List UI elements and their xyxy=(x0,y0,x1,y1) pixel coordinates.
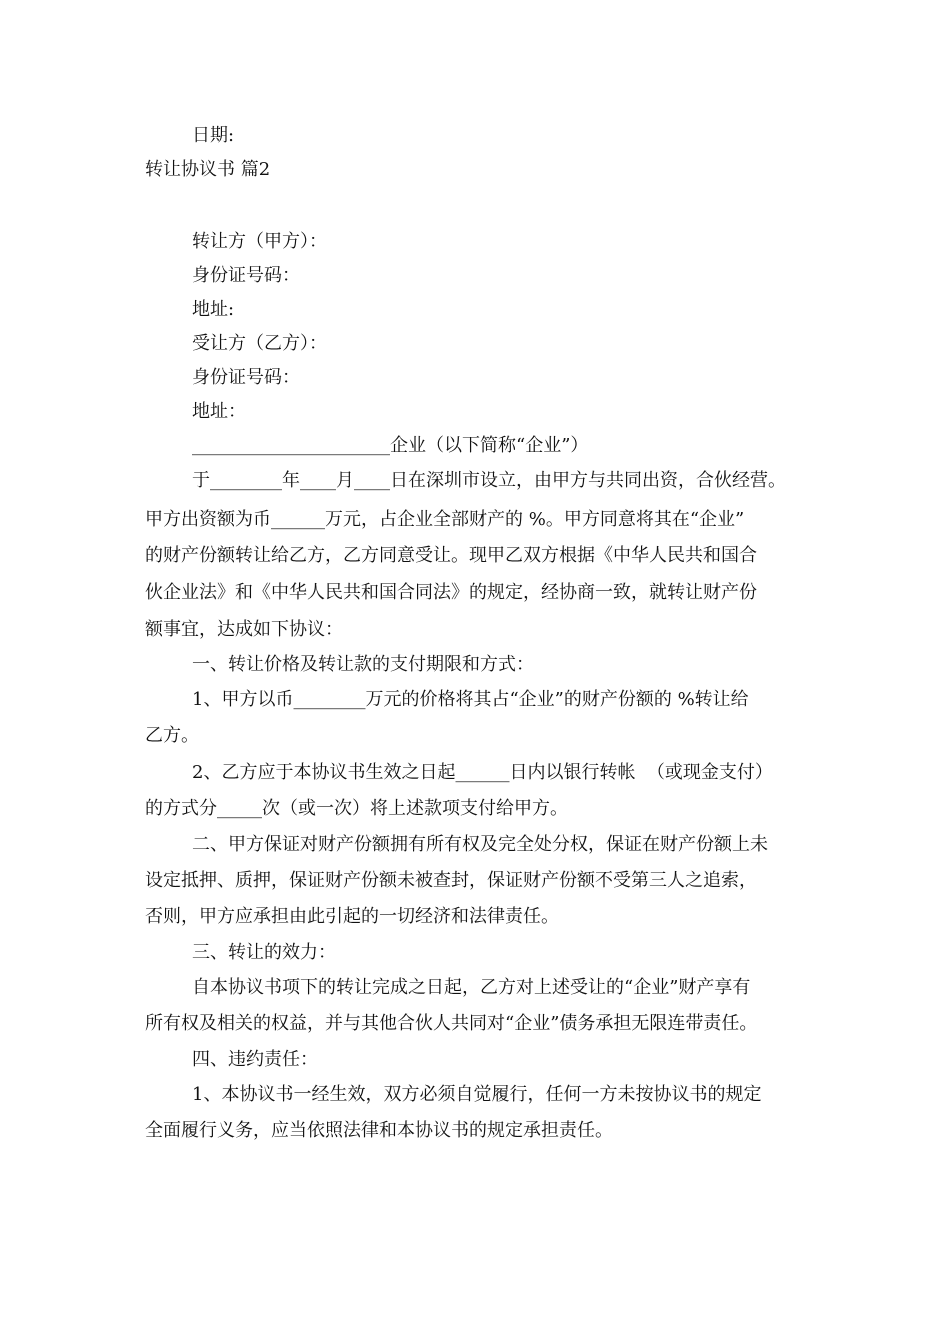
date-label: 日期: xyxy=(192,125,235,146)
body-line: 甲方出资额为币______万元，占企业全部财产的 %。甲方同意将其在“企业” xyxy=(145,509,745,530)
body-line: 自本协议书项下的转让完成之日起，乙方对上述受让的“企业”财产享有 xyxy=(192,977,751,998)
clause-heading-1: 一、转让价格及转让款的支付期限和方式： xyxy=(192,654,534,675)
body-line: 否则，甲方应承担由此引起的一切经济和法律责任。 xyxy=(145,906,559,927)
body-line: 额事宜，达成如下协议： xyxy=(145,619,343,640)
body-line: 伙企业法》和《中华人民共和国合同法》的规定，经协商一致，就转让财产份 xyxy=(145,582,757,603)
transferor-address-label: 地址: xyxy=(192,299,235,320)
body-line: 乙方。 xyxy=(145,725,199,746)
section-heading: 转让协议书 篇2 xyxy=(145,159,271,180)
body-line: ______________________企业（以下简称“企业”） xyxy=(192,435,589,456)
body-line: 于________年____月____日在深圳市设立，由甲方与共同出资，合伙经营。 xyxy=(192,470,786,491)
body-line: 1、甲方以币________万元的价格将其占“企业”的财产份额的 %转让给 xyxy=(192,689,749,710)
body-line: 的方式分_____次（或一次）将上述款项支付给甲方。 xyxy=(145,798,568,819)
body-line: 所有权及相关的权益，并与其他合伙人共同对“企业”债务承担无限连带责任。 xyxy=(145,1013,758,1034)
transferee-address-label: 地址： xyxy=(192,401,246,422)
transferor-label: 转让方（甲方）： xyxy=(192,231,327,252)
transferee-label: 受让方（乙方）： xyxy=(192,333,327,354)
transferor-id-label: 身份证号码： xyxy=(192,265,300,286)
clause-heading-2: 二、甲方保证对财产份额拥有所有权及完全处分权，保证在财产份额上未 xyxy=(192,834,768,855)
clause-heading-4: 四、违约责任： xyxy=(192,1049,318,1070)
body-line: 全面履行义务，应当依照法律和本协议书的规定承担责任。 xyxy=(145,1120,613,1141)
body-line: 1、本协议书一经生效，双方必须自觉履行，任何一方未按协议书的规定 xyxy=(192,1084,762,1105)
clause-heading-3: 三、转让的效力： xyxy=(192,942,336,963)
body-line: 2、乙方应于本协议书生效之日起______日内以银行转帐 （或现金支付） xyxy=(192,762,773,783)
body-line: 设定抵押、质押，保证财产份额未被查封，保证财产份额不受第三人之追索， xyxy=(145,870,757,891)
body-line: 的财产份额转让给乙方，乙方同意受让。现甲乙双方根据《中华人民共和国合 xyxy=(145,545,757,566)
transferee-id-label: 身份证号码： xyxy=(192,367,300,388)
